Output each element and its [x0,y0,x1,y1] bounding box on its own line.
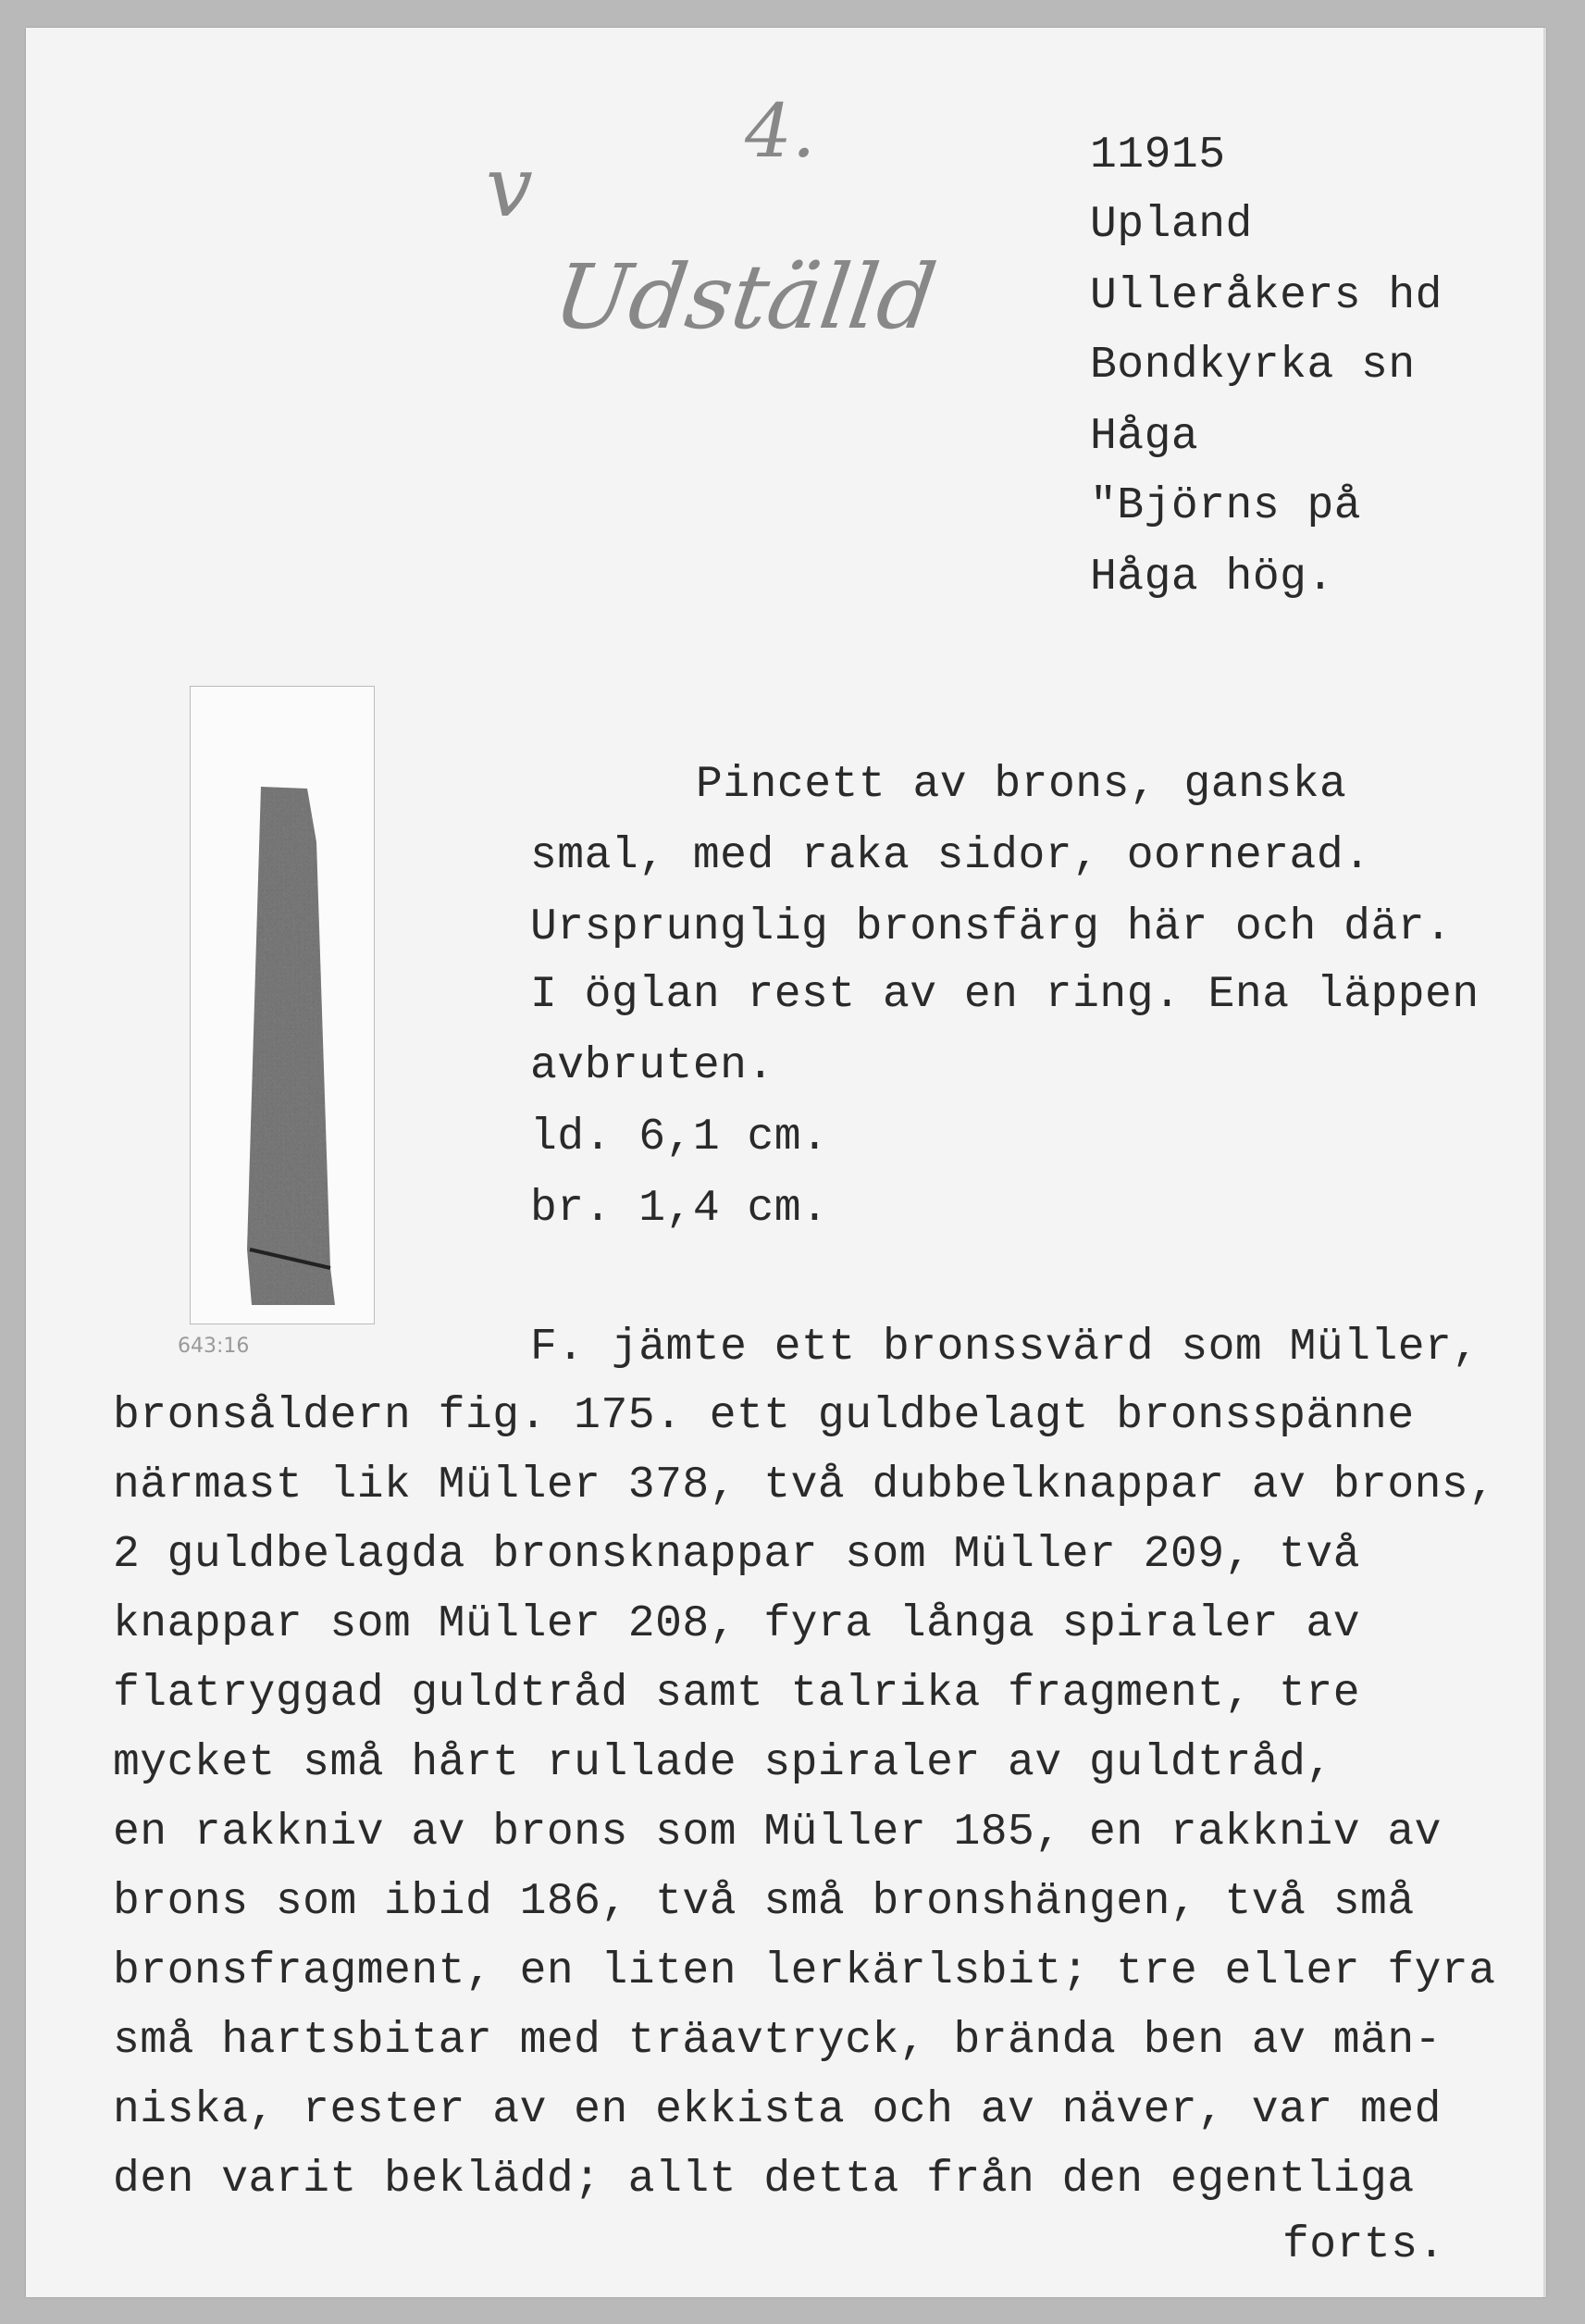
description-line: ld. 6,1 cm. [530,1112,829,1162]
description-line: avbruten. [530,1041,774,1091]
header-line: Upland [1090,200,1253,250]
find-line: en rakkniv av brons som Müller 185, en rakkniv av [113,1808,1442,1858]
header-line: Håga [1090,412,1199,462]
header-line: Håga hög. [1090,553,1334,603]
find-line: bronsåldern fig. 175. ett guldbelagt bronsspänne [113,1391,1415,1441]
find-line: mycket små hårt rullade spiraler av guldtråd, [113,1738,1333,1788]
continued-marker: forts. [1282,2220,1445,2270]
description-line: br. 1,4 cm. [530,1184,829,1234]
handwritten-check: v [486,139,533,236]
description-line: I öglan rest av en ring. Ena läppen [530,970,1480,1020]
artifact-photo [190,686,375,1324]
find-line: niska, rester av en ekkista och av näver, var med [113,2085,1442,2135]
find-line: flatryggad guldtråd samt talrika fragment, tre [113,1669,1361,1719]
header-line: Bondkyrka sn [1090,341,1416,391]
header-line: 11915 [1090,130,1226,180]
find-line: brons som ibid 186, två små bronshängen, två små [113,1877,1415,1927]
tweezers-image [242,787,344,1305]
header-line: Ulleråkers hd [1090,271,1443,321]
find-line: närmast lik Müller 378, två dubbelknappar av brons, [113,1460,1496,1510]
find-line: 2 guldbelagda bronsknappar som Müller 209, två [113,1530,1361,1580]
handwritten-note: Udställd [548,245,943,349]
header-line: "Björns på [1090,481,1362,531]
description-line: smal, med raka sidor, oornerad. [530,831,1371,881]
description-line: Ursprunglig bronsfärg här och där. [530,902,1453,952]
description-line: Pincett av brons, ganska [696,760,1347,810]
photo-catalog-number: 643:16 [178,1335,250,1358]
find-line: knappar som Müller 208, fyra långa spiraler av [113,1599,1361,1649]
find-line: den varit beklädd; allt detta från den egentliga [113,2155,1415,2205]
find-line: små hartsbitar med träavtryck, brända ben av män- [113,2016,1442,2066]
find-line: bronsfragment, en liten lerkärlsbit; tre eller fyra [113,1946,1496,1996]
handwritten-number: 4. [745,88,816,174]
find-line: F. jämte ett bronssvärd som Müller, [530,1323,1480,1373]
